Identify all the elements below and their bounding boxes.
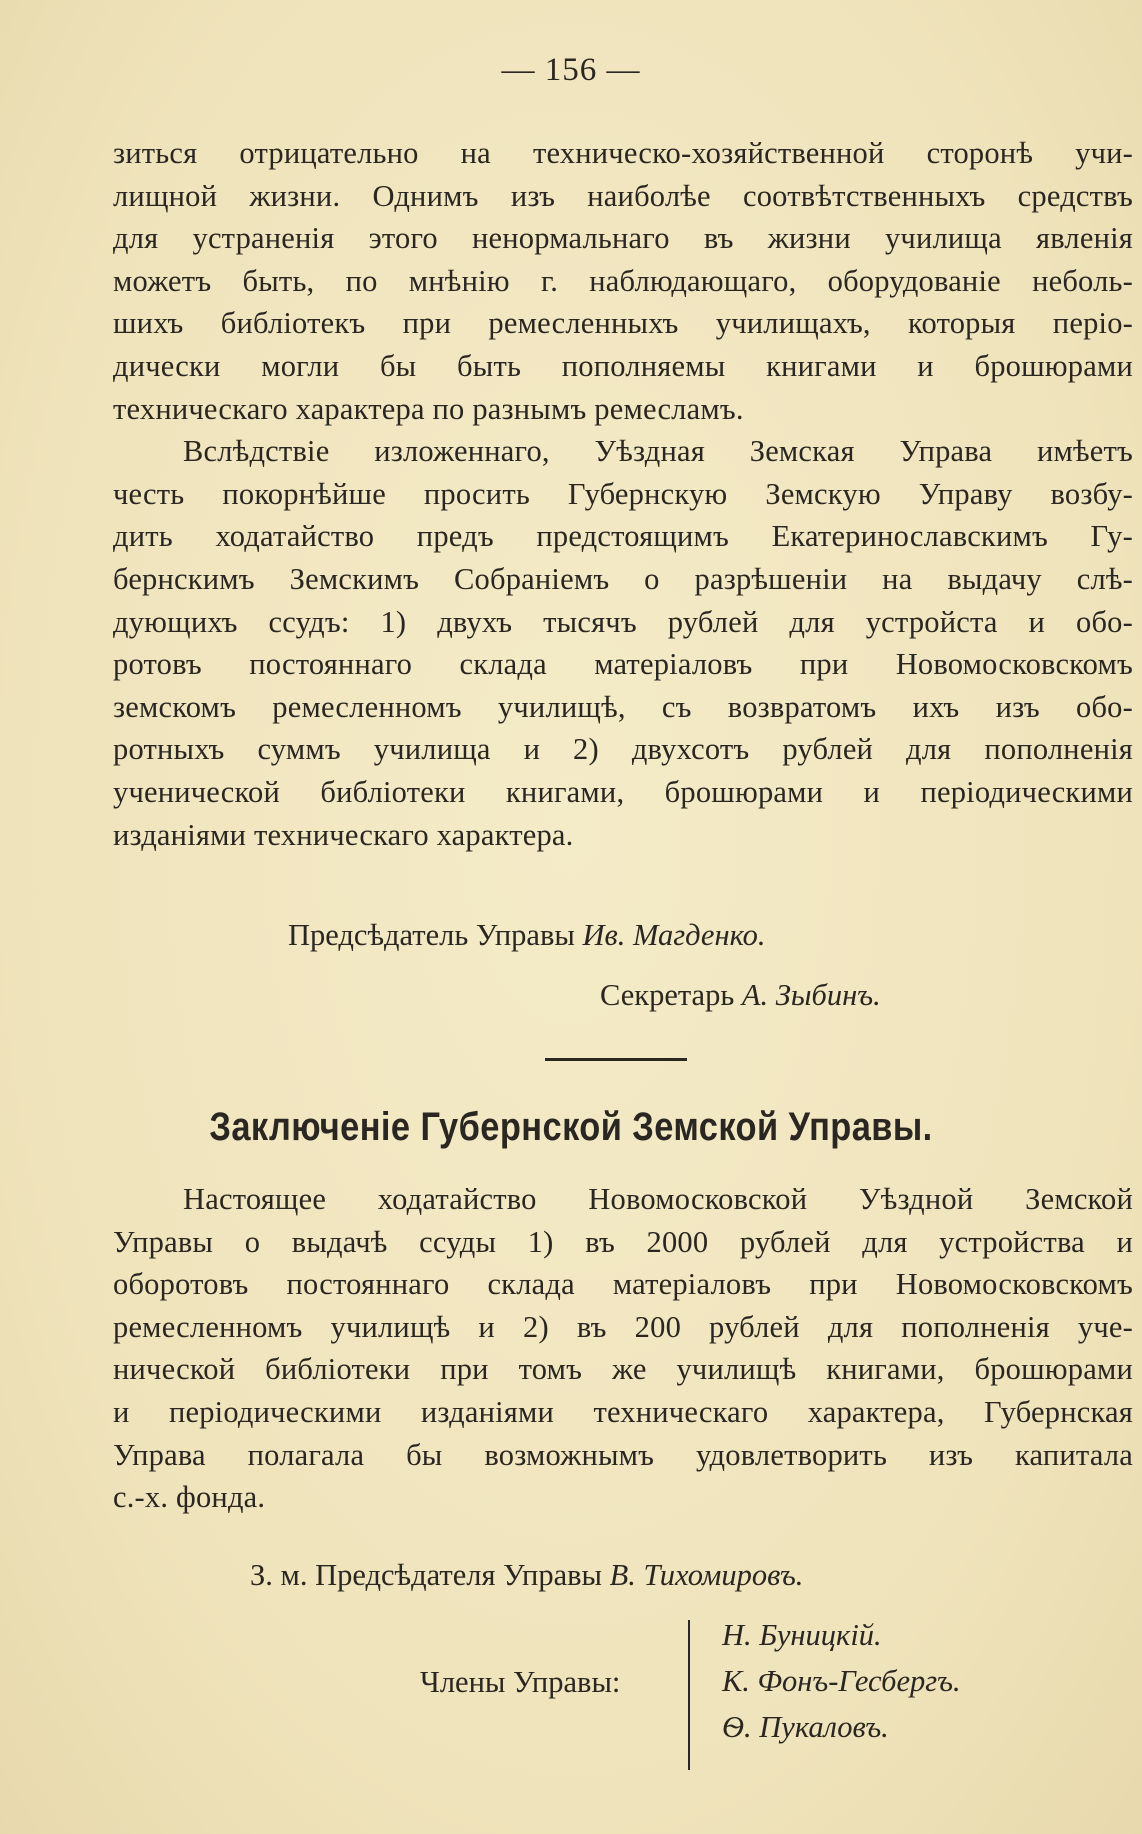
text-line: изданіями техническаго характера. xyxy=(113,817,574,852)
text-line: дически могли бы быть пополняемы книгами и брошюрами xyxy=(113,348,1133,383)
text-line: лищной жизни. Однимъ изъ наиболѣе соотвѣтственныхъ средствъ xyxy=(113,178,1133,213)
text-line: техническаго характера по разнымъ ремесламъ. xyxy=(113,391,744,426)
secretary-title: Секретарь xyxy=(600,978,735,1012)
text-line: ученической библіотеки книгами, брошюрами и періодическими xyxy=(113,774,1133,809)
text-line: Управы о выдачѣ ссуды 1) въ 2000 рублей для устройства и xyxy=(113,1224,1133,1259)
section-heading: Заключеніе Губернской Земской Управы. xyxy=(209,1105,933,1149)
text-line: шихъ библіотекъ при ремесленныхъ училищахъ, которыя періо- xyxy=(113,306,1133,341)
members-bracket xyxy=(688,1620,690,1770)
page-number: — 156 — xyxy=(501,52,641,88)
text-line: ротовъ постояннаго склада матеріаловъ при Новомосковскомъ xyxy=(113,647,1133,682)
text-line: Настоящее ходатайство Новомосковской Уѣздной Земской xyxy=(183,1182,1133,1216)
text-line: Вслѣдствіе изложеннаго, Уѣздная Земская Управа имѣетъ xyxy=(183,434,1133,469)
text-line: честь покорнѣйше просить Губернскую Земскую Управу возбу- xyxy=(113,476,1133,511)
text-line: зиться отрицательно на техническо-хозяйственной сторонѣ учи- xyxy=(113,136,1133,170)
chairman-name: Ив. Магденко. xyxy=(582,918,766,952)
text-line: дить ходатайство предъ предстоящимъ Екатеринославскимъ Гу- xyxy=(113,519,1133,554)
secretary-name: А. Зыбинъ. xyxy=(741,978,881,1012)
members-label: Члены Управы: xyxy=(420,1665,621,1699)
text-line: оборотовъ постояннаго склада матеріаловъ при Новомосковскомъ xyxy=(113,1267,1133,1302)
deputy-name: В. Тихомировъ. xyxy=(609,1558,804,1592)
text-line: бернскимъ Земскимъ Собраніемъ о разрѣшеніи на выдачу слѣ- xyxy=(113,561,1133,596)
text-line: можетъ быть, по мнѣнію г. наблюдающаго, оборудованіе неболь- xyxy=(113,263,1133,298)
text-line: земскомъ ремесленномъ училищѣ, съ возвратомъ ихъ изъ обо- xyxy=(113,689,1133,724)
section-divider xyxy=(545,1058,687,1061)
member-name: К. Фонъ-Гесбергъ. xyxy=(722,1664,961,1698)
text-line: с.-х. фонда. xyxy=(113,1480,266,1515)
paragraph-section2 xyxy=(113,1178,1133,1519)
text-line: для устраненія этого ненормальнаго въ жизни училища явленія xyxy=(113,221,1133,256)
member-name: Н. Буницкій. xyxy=(722,1618,882,1652)
text-line: Управа полагала бы возможнымъ удовлетворить изъ капитала xyxy=(113,1437,1133,1472)
member-name: Ѳ. Пукаловъ. xyxy=(722,1710,889,1744)
text-line: и періодическими изданіями техническаго характера, Губернская xyxy=(113,1394,1133,1429)
text-line: ротныхъ суммъ училища и 2) двухсотъ рублей для пополненія xyxy=(113,732,1133,767)
deputy-title: З. м. Предсѣдателя Управы xyxy=(250,1558,603,1592)
chairman-signature xyxy=(288,918,766,953)
text-line: ремесленномъ училищѣ и 2) въ 200 рублей для пополненія уче- xyxy=(113,1309,1133,1344)
secretary-signature xyxy=(600,978,881,1013)
text-line: дующихъ ссудъ: 1) двухъ тысячъ рублей для устройста и обо- xyxy=(113,604,1133,639)
paragraph-section1 xyxy=(113,132,1133,856)
deputy-chairman-signature xyxy=(250,1558,803,1593)
chairman-title: Предсѣдатель Управы xyxy=(288,918,575,952)
text-line: нической библіотеки при томъ же училищѣ книгами, брошюрами xyxy=(113,1352,1133,1387)
